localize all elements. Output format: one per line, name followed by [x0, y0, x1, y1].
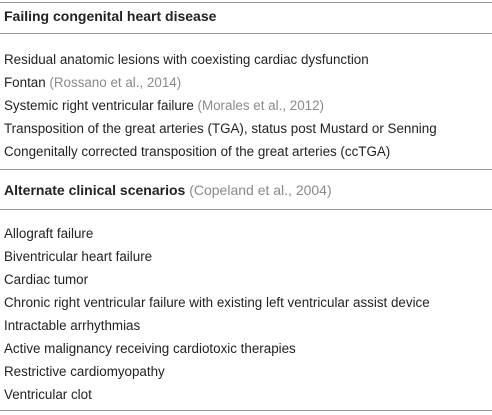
row-text: Cardiac tumor — [4, 272, 89, 287]
top-rule — [0, 2, 492, 3]
row-text: Congenitally corrected transposition of the great arteries (ccTGA) — [4, 144, 391, 159]
section-divider-rule — [0, 169, 492, 170]
row-text: Active malignancy receiving cardiotoxic therapies — [4, 341, 296, 356]
table-row — [0, 226, 492, 242]
row-text: Residual anatomic lesions with coexisting cardiac dysfunction — [4, 52, 369, 67]
row-text: Allograft failure — [4, 226, 94, 241]
row-text: Restrictive cardiomyopathy — [4, 364, 165, 379]
table-row — [0, 295, 492, 311]
table-row — [0, 364, 492, 380]
section1-header-text: Failing congenital heart disease — [4, 8, 217, 24]
table-row — [0, 272, 492, 288]
table-row — [0, 318, 492, 334]
table-row — [0, 52, 492, 68]
citation: (Copeland et al., 2004) — [185, 182, 332, 198]
bottom-rule — [0, 410, 492, 411]
row-text: Intractable arrhythmias — [4, 318, 141, 333]
table-row — [0, 387, 492, 403]
table-row — [0, 121, 492, 137]
table-row — [0, 144, 492, 160]
citation: (Rossano et al., 2014) — [49, 75, 182, 90]
section2-header-text: Alternate clinical scenarios — [4, 182, 186, 198]
section2-header-rule — [0, 209, 492, 210]
row-text: Ventricular clot — [4, 387, 92, 402]
section1-header-rule — [0, 33, 492, 34]
table-row — [0, 341, 492, 357]
row-text: Fontan — [4, 75, 50, 90]
row-text: Transposition of the great arteries (TGA), status post Mustard or Senning — [4, 121, 437, 136]
row-text: Systemic right ventricular failure — [4, 98, 198, 113]
section1-header — [0, 8, 492, 24]
table-row — [0, 249, 492, 265]
table-row — [0, 98, 492, 114]
section2-header — [0, 182, 492, 198]
row-text: Biventricular heart failure — [4, 249, 153, 264]
row-text: Chronic right ventricular failure with existing left ventricular assist device — [4, 295, 430, 310]
citation: (Morales et al., 2012) — [197, 98, 325, 113]
table-row — [0, 75, 492, 91]
